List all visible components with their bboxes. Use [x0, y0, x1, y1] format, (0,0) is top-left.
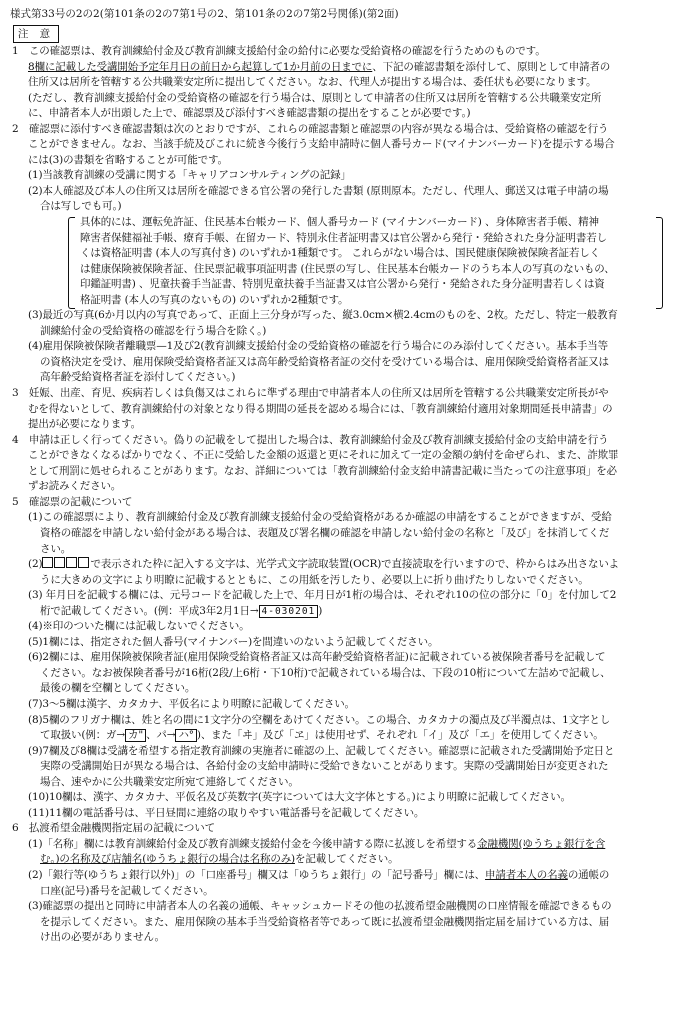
line-text: 合は写しでも可。)	[40, 200, 122, 213]
line-text: 6 払渡希望金融機関指定届の記載について	[12, 822, 215, 835]
line-text: 口座(記号)番号を記載してください。	[40, 884, 214, 897]
line-text: 、パ→	[146, 729, 176, 742]
text-line	[0, 308, 683, 324]
text-line	[0, 510, 683, 526]
line-text: )、また「ヰ」及び「ヱ」は使用せず、それぞれ「イ」及び「エ」を使用してください。	[196, 729, 604, 742]
underlined-text: 8欄に記載した受講開始予定年月日の前日から起算して1か月前の日までに	[28, 60, 373, 73]
form-number: 様式第33号の2の2(第101条の2の7第1号の2、第101条の2の7第2号関係)(第2面)	[10, 8, 399, 20]
ocr-box-icon	[78, 557, 89, 568]
date-example-box: 4-030201	[259, 605, 319, 618]
line-text: 最後の欄を空欄としてください。	[40, 682, 196, 695]
line-text: は健康保険被保険者証、住民票記載事項証明書 (住民票の写し、住民基本台帳カードのうち本人の写真のないもの、	[80, 262, 615, 275]
text-line	[0, 495, 683, 511]
line-text: (3)確認票の提出と同時に申請者本人の名義の通帳、キャッシュカードその他の払渡希望金融機関の口座情報を確認できるもの	[28, 900, 612, 913]
line-text: 印鑑証明書) 、児童扶養手当証書、特別児童扶養手当証書又は官公署から発行・発給された身分証明書若しくは資	[80, 278, 605, 291]
line-text: で表示された枠に記入する文字は、光学式文字読取装置(OCR)で直接読取を行いますので、枠からはみ出さないよ	[90, 558, 620, 571]
text-line	[0, 759, 683, 775]
line-text: ずお読みください。	[28, 480, 122, 493]
line-text: (11)11欄の電話番号は、平日昼間に連絡の取りやすい電話番号を記載してください。	[28, 806, 425, 819]
line-text: 桁で記載してください。(例：平成3年2月1日→	[40, 604, 259, 617]
line-text: て取扱い(例：ガ→	[40, 729, 126, 742]
ocr-box-icon	[42, 557, 53, 568]
item-number: (2)	[28, 558, 43, 571]
text-line	[0, 852, 683, 868]
notice-label: 注 意	[13, 25, 59, 43]
text-line	[0, 44, 683, 60]
text-line	[0, 666, 683, 682]
text-line	[0, 433, 683, 449]
text-line	[0, 355, 683, 371]
line-text: (2)本人確認及び本人の住所又は居所を確認できる官公署の発行した書類 (原則原本。ただし、代理人、郵送又は電子申請の場	[28, 184, 609, 197]
line-text: ください。なお被保険者番号が16桁(2段/上6桁・下10桁)で記載されている場合は、下段の10桁について左詰めで記載し、	[40, 666, 611, 679]
text-line	[0, 184, 683, 200]
line-text: 具体的には、運転免許証、住民基本台帳カード、個人番号カード (マイナンバーカード) 、身体障害者手帳、精神	[80, 216, 599, 229]
line-text: 資格の確認を申請しない給付金がある場合は、表題及び署名欄の確認を申請しない給付金の名称と「及び」を抹消してくだ	[40, 526, 610, 539]
line-text: (7)3～5欄は漢字、カタカナ、平仮名により明瞭に記載してください。	[28, 697, 355, 710]
text-line	[0, 448, 683, 464]
ocr-box-icon	[66, 557, 77, 568]
line-text: 、下記の確認書類を添付して、原則として申請者の	[372, 60, 611, 73]
line-text: 2 確認票に添付すべき確認書類は次のとおりですが、これらの確認書類と確認票の内容が異なる場合は、受給資格の確認を行う	[12, 122, 609, 135]
text-line	[0, 277, 683, 293]
line-text: 高年齢受給資格者証を添付してください。)	[40, 371, 236, 384]
line-text: (1)当該教育訓練の受講に関する「キャリアコンサルティングの記録」	[28, 169, 351, 182]
text-line	[0, 681, 683, 697]
line-text: 障害者保健福祉手帳、療育手帳、在留カード、特別永住者証明書又は官公署から発行・発給された身分証明書若し	[80, 231, 607, 244]
line-text: を提示してください。また、雇用保険の基本手当受給資格者等であって既に払渡希望金融機関指定届を届けている方は、届	[40, 915, 610, 928]
line-text: むを得ないとして、教育訓練給付の対象となり得る期間の延長を認める場合には、「教育訓練給付適用対象期間延長申請書」の	[28, 402, 613, 415]
text-line	[0, 137, 683, 153]
text-line	[0, 464, 683, 480]
text-line	[0, 246, 683, 262]
line-text: に、申請者本人が出頭した上で、確認票及び添付すべき確認書類の提出をすることが必要です。)	[28, 107, 471, 120]
line-text: 実際の受講開始日が異なる場合は、各給付金の支給申請時に受給できないことがあります。実際の受講開始日が変更された	[40, 760, 609, 773]
line-text: くは資格証明書 (本人の写真付き) のいずれか1種類です。 これらがない場合は、国民健康保険被保険者証若しく	[80, 247, 600, 260]
text-line	[0, 573, 683, 589]
line-text: (ただし、教育訓練支援給付金の受給資格の確認を行う場合は、原則として申請者の住所又は居所を管轄する公共職業安定所	[28, 91, 602, 104]
left-bracket	[68, 217, 75, 309]
line-text: を記載してください。	[295, 853, 399, 866]
line-text: ことができなくなるばかりでなく、不正に受給した金額の返還と更にそれに加えて一定の金額の納付を命ぜられ、また、詐欺罪	[28, 449, 619, 462]
text-line	[0, 293, 683, 309]
text-line	[0, 91, 683, 107]
text-line	[0, 899, 683, 915]
line-text: (1)この確認票により、教育訓練給付金及び教育訓練支援給付金の受給資格があるか確認の申請をすることができますが、受給	[28, 511, 612, 524]
text-line	[0, 542, 683, 558]
underlined-text: 金融機関(ゆうちょ銀行を含	[477, 837, 606, 850]
text-line	[0, 650, 683, 666]
line-text: (9)7欄及び8欄は受講を希望する指定教育訓練の実施者に確認の上、記載してください。確認票に記載された受講開始予定日と	[28, 744, 615, 757]
text-line	[0, 588, 683, 604]
line-text: (4)※印のついた欄には記載しないでください。	[28, 620, 250, 633]
line-text: の通帳の	[567, 868, 610, 881]
line-text: 5 確認票の記載について	[12, 495, 133, 508]
kana-example-box: ハ°	[175, 729, 196, 742]
text-line	[0, 370, 683, 386]
text-line	[0, 168, 683, 184]
text-line	[0, 262, 683, 278]
text-line	[0, 837, 683, 853]
text-line	[0, 884, 683, 900]
text-line	[0, 790, 683, 806]
text-line	[0, 106, 683, 122]
line-text: 格証明書 (本人の写真のないもの) のいずれか2種類です。	[80, 293, 349, 306]
text-line	[0, 60, 683, 76]
line-text: の資格決定を受け、雇用保険受給資格者証又は高年齢受給資格者証の交付を受けている場合は、雇用保険受給資格者証又は	[40, 355, 609, 368]
text-line	[0, 635, 683, 651]
text-line	[0, 339, 683, 355]
line-text: け出の必要がありません。	[40, 931, 165, 944]
line-text: (2)「銀行等(ゆうちょ銀行以外)」の「口座番号」欄又は「ゆうちょ銀行」の「記号番号」欄には、	[28, 868, 486, 881]
underlined-text: 申請者本人の名義	[485, 868, 568, 881]
text-line	[0, 744, 683, 760]
text-line	[0, 930, 683, 946]
text-line	[0, 402, 683, 418]
line-text: 1 この確認票は、教育訓練給付金及び教育訓練支援給付金の給付に必要な受給資格の確認を行うためのものです。	[12, 45, 546, 57]
text-line	[0, 231, 683, 247]
text-line	[0, 619, 683, 635]
text-line	[0, 713, 683, 729]
line-text: さい。	[40, 542, 72, 555]
text-line	[0, 806, 683, 822]
line-text: ことができません。なお、当該手続及びこれに続き今後行う支給申請時に個人番号カード(マイナンバーカード)を提示する場合	[28, 138, 615, 151]
line-text: (1)「名称」欄には教育訓練給付金及び教育訓練支援給付金を今後申請する際に払渡しを希望する	[28, 837, 478, 850]
ocr-box-icon	[54, 557, 65, 568]
line-text: 訓練給付金の受給資格の確認を行う場合を除く。)	[40, 324, 267, 337]
line-text: (10)10欄は、漢字、カタカナ、平仮名及び英数字(英字については大文字体とする。)により明瞭に記載してください。	[28, 791, 571, 804]
text-line	[0, 697, 683, 713]
text-line	[0, 775, 683, 791]
text-line	[0, 821, 683, 837]
line-text: 住所又は居所を管轄する公共職業安定所に提出してください。なお、代理人が提出する場合は、委任状も必要になります。	[28, 76, 597, 89]
line-text: 場合、速やかに公共職業安定所宛て連絡してください。	[40, 775, 299, 788]
line-text: うに大きめの文字により明瞭に記載するとともに、この用紙を汚したり、必要以上に折り曲げたりしないでください。	[40, 573, 589, 586]
text-line	[0, 153, 683, 169]
line-text: (3)最近の写真(6か月以内の写真であって、正面上三分身が写った、縦3.0cm×横2.4cmのものを、2枚。ただし、特定一般教育	[28, 309, 618, 322]
line-text: (3) 年月日を記載する欄には、元号コードを記載した上で、年月日が1桁の場合は、それぞれ10の位の部分に「0」を付加して2	[28, 589, 617, 602]
text-line	[0, 199, 683, 215]
line-text: (4)雇用保険被保険者離職票—1及び2(教育訓練支援給付金の受給資格の確認を行う場合にのみ添付してください。基本手当等	[28, 340, 608, 353]
line-text: (8)5欄のフリガナ欄は、姓と名の間に1文字分の空欄をあけてください。この場合、カタカナの濁点及び半濁点は、1文字とし	[28, 713, 611, 726]
text-line	[0, 526, 683, 542]
text-line	[0, 122, 683, 138]
text-line	[0, 215, 683, 231]
line-text: として刑罰に処せられることがあります。なお、詳細については「教育訓練給付金支給申請書記載に当たっての注意事項」を必	[28, 464, 617, 477]
line-text: (5)1欄には、指定された個人番号(マイナンバー)を間違いのないよう記載してください。	[28, 635, 439, 648]
kana-example-box: カ"	[125, 729, 146, 742]
instructions-body	[0, 44, 683, 946]
line-text: )	[318, 604, 323, 617]
line-text: には(3)の書類を省略することが可能です。	[28, 153, 228, 166]
line-text: 3 妊娠、出産、育児、疾病若しくは負傷又はこれらに準ずる理由で申請者本人の住所又は居所を管轄する公共職業安定所長がや	[12, 387, 609, 400]
text-line	[0, 557, 683, 573]
underlined-text: む。)の名称及び店舗名(ゆうちょ銀行の場合は名称のみ)	[40, 853, 295, 866]
text-line	[0, 728, 683, 744]
text-line	[0, 868, 683, 884]
text-line	[0, 386, 683, 402]
line-text: 提出が必要になります。	[28, 418, 142, 431]
text-line	[0, 915, 683, 931]
text-line	[0, 417, 683, 433]
text-line	[0, 604, 683, 620]
text-line	[0, 75, 683, 91]
text-line	[0, 479, 683, 495]
line-text: (6)2欄には、雇用保険被保険者証(雇用保険受給資格者証又は高年齢受給資格者証)に記載されている被保険者番号を記載して	[28, 651, 606, 664]
right-bracket	[656, 217, 663, 309]
text-line	[0, 324, 683, 340]
line-text: 4 申請は正しく行ってください。偽りの記載をして提出した場合は、教育訓練給付金及び教育訓練支援給付金の支給申請を行う	[12, 433, 609, 446]
